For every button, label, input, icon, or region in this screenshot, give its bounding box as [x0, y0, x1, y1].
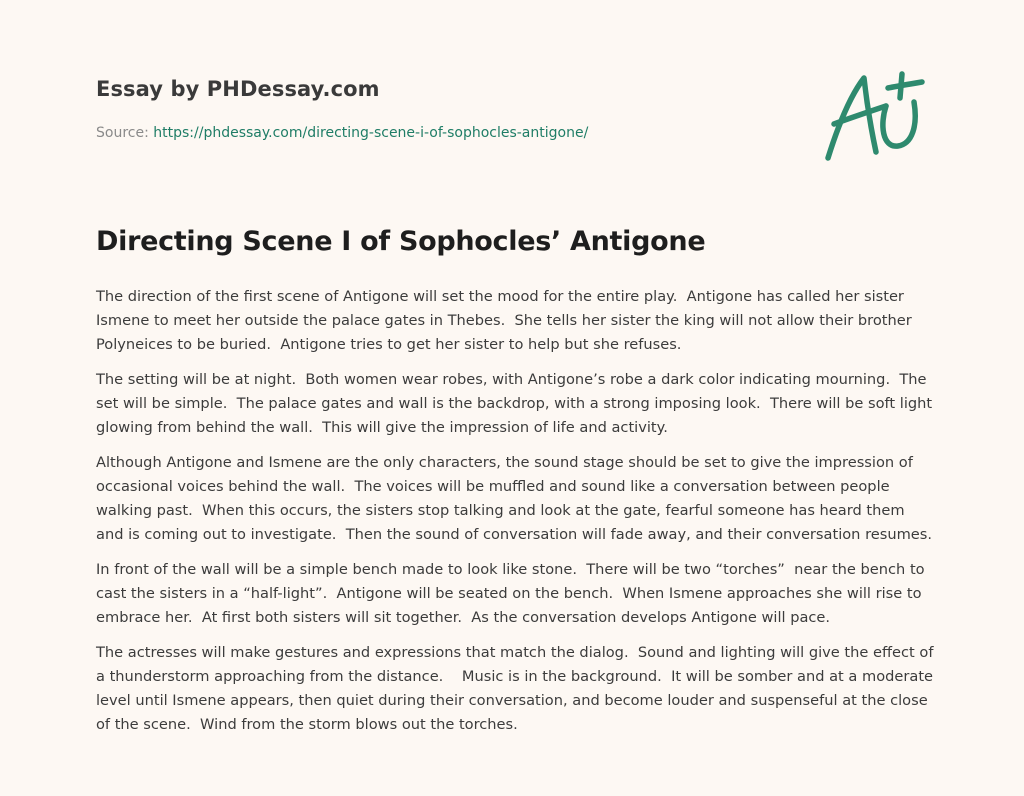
essay-body	[96, 285, 939, 748]
essay-title: Directing Scene I of Sophocles’ Antigone	[96, 226, 706, 257]
essay-paragraph: The setting will be at night. Both women wear robes, with Antigone’s robe a dark color indicating mourning. The set will be simple. The palace gates and wall is the backdrop, with a strong imposing look. There will be soft light glowing from behind the wall. This will give the impression of life and activity.	[96, 371, 937, 436]
essay-paragraph: In front of the wall will be a simple bench made to look like stone. There will be two “torches” near the bench to cast the sisters in a “half-light”. Antigone will be seated on the bench. When Ismene approaches she will rise to embrace her. At first both sisters will sit together. As the conversation develops Antigone will pace.	[96, 561, 930, 626]
source-label: Source:	[96, 125, 154, 141]
site-title: Essay by PHDessay.com	[96, 77, 380, 101]
essay-paragraph: The actresses will make gestures and expressions that match the dialog. Sound and lighting will give the effect of a thunderstorm approaching from the distance. Music is in the background. It will be somber and at a moderate level until Ismene appears, then quiet during their conversation, and become louder and suspenseful at the close of the scene. Wind from the storm blows out the torches.	[96, 644, 939, 733]
essay-paragraph: The direction of the first scene of Antigone will set the mood for the entire play. Antigone has called her sister Ismene to meet her outside the palace gates in Thebes. She tells her sister the king will not allow their brother Polyneices to be buried. Antigone tries to get her sister to help but she refuses.	[96, 288, 917, 353]
a-plus-logo-icon	[820, 66, 930, 166]
essay-paragraph: Although Antigone and Ismene are the only characters, the sound stage should be set to give the impression of occasional voices behind the wall. The voices will be muffled and sound like a conversation between people walking past. When this occurs, the sisters stop talking and look at the gate, fearful someone has heard them and is coming out to investigate. Then the sound of conversation will fade away, and their conversation resumes.	[96, 454, 933, 543]
source-link[interactable]: https://phdessay.com/directing-scene-i-of-sophocles-antigone/	[153, 125, 589, 141]
source-line	[96, 125, 588, 141]
